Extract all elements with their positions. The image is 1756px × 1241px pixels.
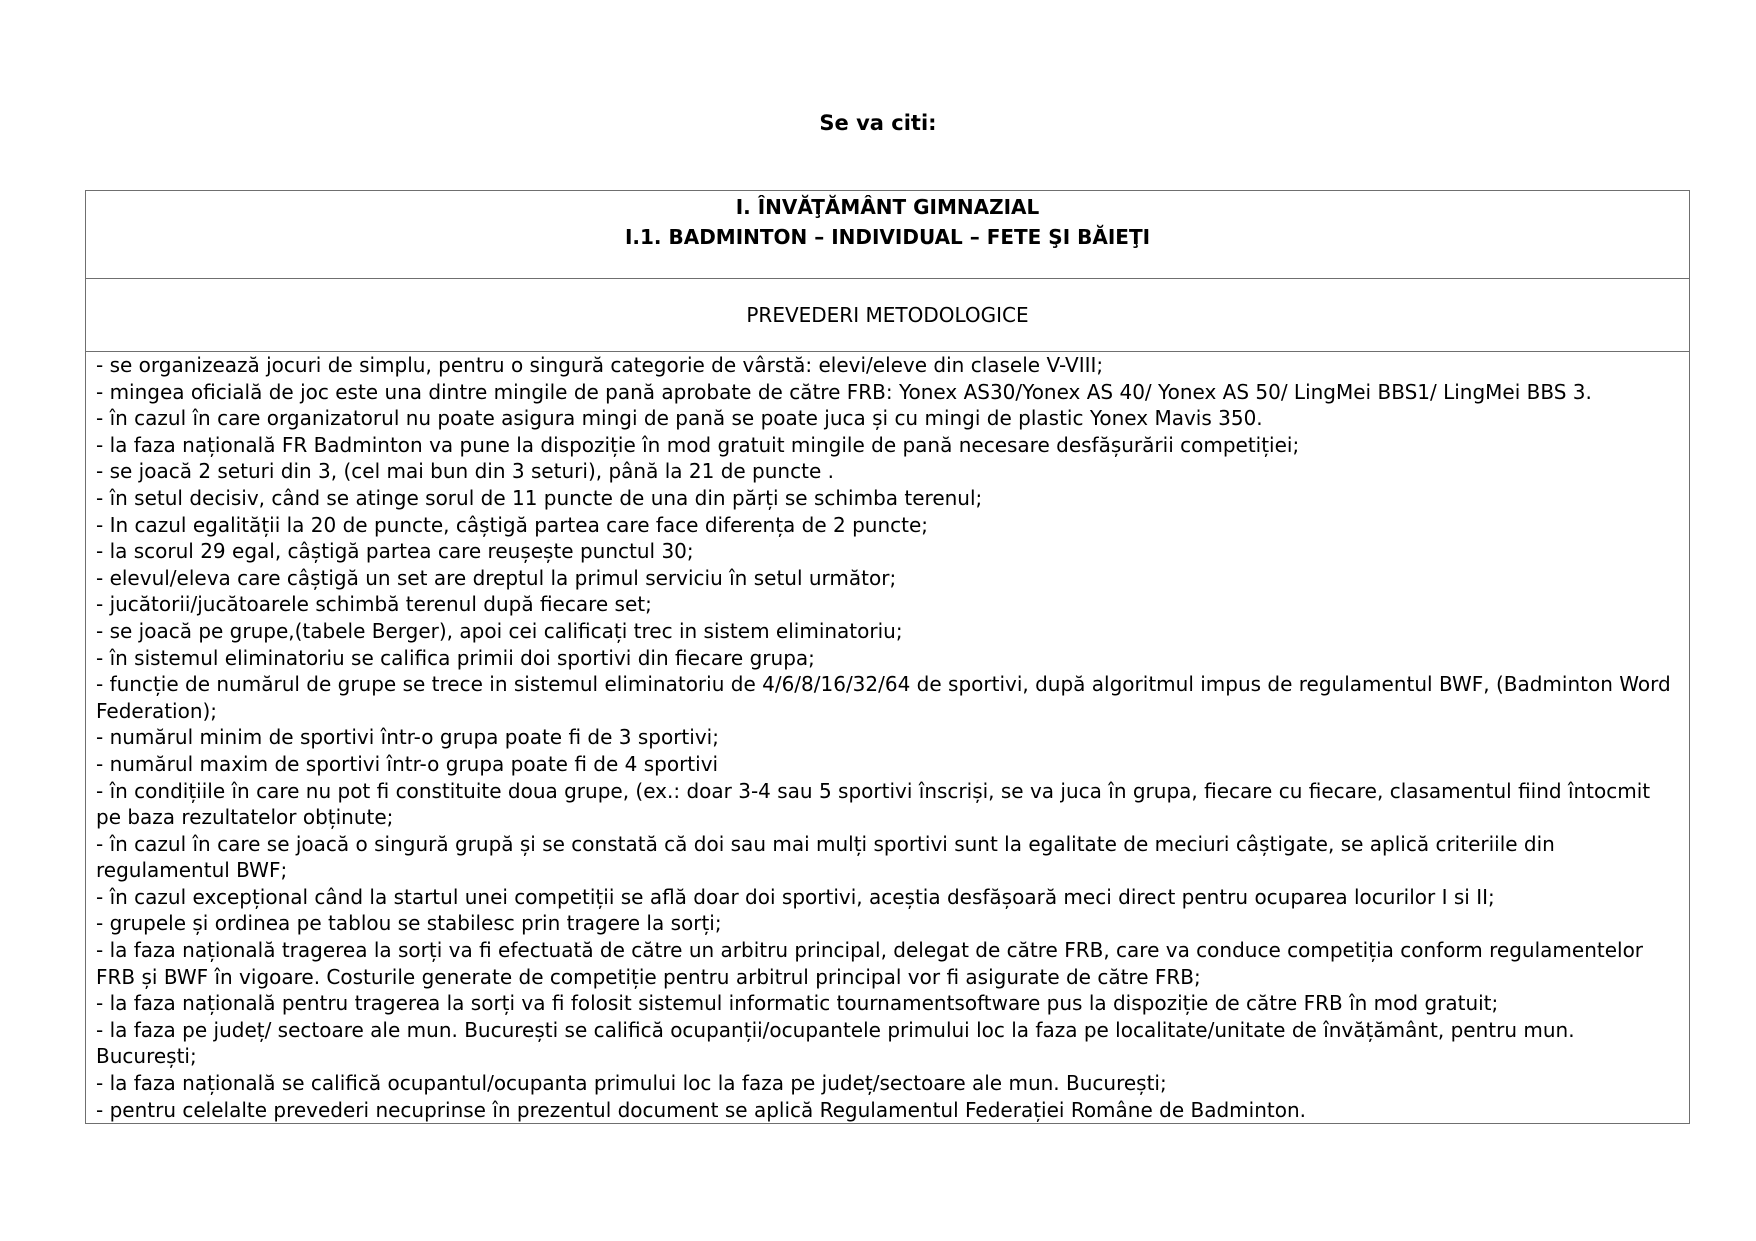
provision-item: - în condițiile în care nu pot fi constituite doua grupe, (ex.: doar 3-4 sau 5 sportivi înscriși, se va juca în grupa, fiecare cu fiecare, clasamentul fiind întocmit pe baza rezultatelor obținute;: [96, 778, 1651, 830]
provision-item: - numărul minim de sportivi într-o grupa poate fi de 3 sportivi;: [96, 725, 719, 750]
section-title-cell: [86, 191, 1690, 279]
provision-item: - se joacă pe grupe,(tabele Berger), apoi cei calificați trec in sistem eliminatoriu;: [96, 618, 903, 643]
provision-item: - numărul maxim de sportivi într-o grupa poate fi de 4 sportivi: [96, 751, 719, 776]
provision-item: - la faza națională se califică ocupantul/ocupanta primului loc la faza pe județ/sectoare ale mun. București;: [96, 1071, 1167, 1096]
provision-item: - se organizează jocuri de simplu, pentru o singură categorie de vârstă: elevi/eleve din clasele V-VIII;: [96, 353, 1104, 377]
provision-item: - în cazul în care se joacă o singură grupă și se constată că doi sau mai mulți sportivi sunt la egalitate de meciuri câștigate, se aplică criteriile din regulamentul BWF;: [96, 831, 1555, 883]
provisions-row: [86, 352, 1690, 1124]
subheader-row: [86, 279, 1690, 352]
provision-item: - In cazul egalității la 20 de puncte, câștigă partea care face diferența de 2 puncte;: [96, 512, 929, 537]
section-title: I. ÎNVĂŢĂMÂNT GIMNAZIAL: [735, 195, 1040, 219]
provision-item: - mingea oficială de joc este una dintre mingile de pană aprobate de către FRB: Yonex AS30/Yonex AS 40/ Yonex AS 50/ LingMei BBS1/ LingMei BBS 3.: [96, 379, 1592, 404]
subheader-cell: PREVEDERI METODOLOGICE: [86, 279, 1690, 352]
provision-item: - funcție de numărul de grupe se trece in sistemul eliminatoriu de 4/6/8/16/32/64 de sportivi, după algoritmul impus de regulamentul BWF, (Badminton Word Federation);: [96, 672, 1671, 723]
provisions-list: [96, 352, 1677, 1123]
provisions-cell: [86, 352, 1690, 1124]
provision-item: - la faza națională tragerea la sorți va fi efectuată de către un arbitru principal, delegat de către FRB, care va conduce competiția conform regulamentelor FRB și BWF în vigoare. Costurile generate de competiție pentru arbitrul principal vor fi asigurate de către FRB;: [96, 938, 1644, 989]
provision-item: - elevul/eleva care câștigă un set are dreptul la primul serviciu în setul următor;: [96, 565, 897, 590]
provision-item: - jucătorii/jucătoarele schimbă terenul după fiecare set;: [96, 592, 652, 617]
section-subtitle: I.1. BADMINTON – INDIVIDUAL – FETE ŞI BĂIEŢI: [624, 225, 1151, 249]
regulations-table: [85, 190, 1690, 1124]
provision-item: - grupele și ordinea pe tablou se stabilesc prin tragere la sorți;: [96, 911, 722, 936]
provision-item: - în cazul excepțional când la startul unei competiții se află doar doi sportivi, aceștia desfășoară meci direct pentru ocuparea locurilor I si II;: [96, 884, 1495, 909]
provision-item: - în cazul în care organizatorul nu poate asigura mingi de pană se poate juca și cu mingi de plastic Yonex Mavis 350.: [96, 406, 1263, 431]
provision-item: - în sistemul eliminatoriu se califica primii doi sportivi din fiecare grupa;: [96, 645, 815, 670]
title-row: [86, 191, 1690, 279]
provision-item: - la faza națională pentru tragerea la sorți va fi folosit sistemul informatic tournamentsoftware pus la dispoziție de către FRB în mod gratuit;: [96, 991, 1499, 1016]
provision-item: - se joacă 2 seturi din 3, (cel mai bun din 3 seturi), până la 21 de puncte .: [96, 459, 834, 484]
page-heading: Se va citi:: [819, 111, 937, 135]
provision-item: - la faza pe județ/ sectoare ale mun. București se califică ocupanții/ocupantele primului loc la faza pe localitate/unitate de învățământ, pentru mun. București;: [96, 1017, 1575, 1069]
provision-item: - la faza națională FR Badminton va pune la dispoziție în mod gratuit mingile de pană necesare desfășurării competiției;: [96, 432, 1300, 457]
provision-item: - pentru celelalte prevederi necuprinse în prezentul document se aplică Regulamentul Federației Române de Badminton.: [96, 1097, 1306, 1122]
provision-item: - în setul decisiv, când se atinge sorul de 11 puncte de una din părți se schimba terenul;: [96, 485, 983, 510]
provision-item: - la scorul 29 egal, câștigă partea care reușește punctul 30;: [96, 539, 694, 564]
